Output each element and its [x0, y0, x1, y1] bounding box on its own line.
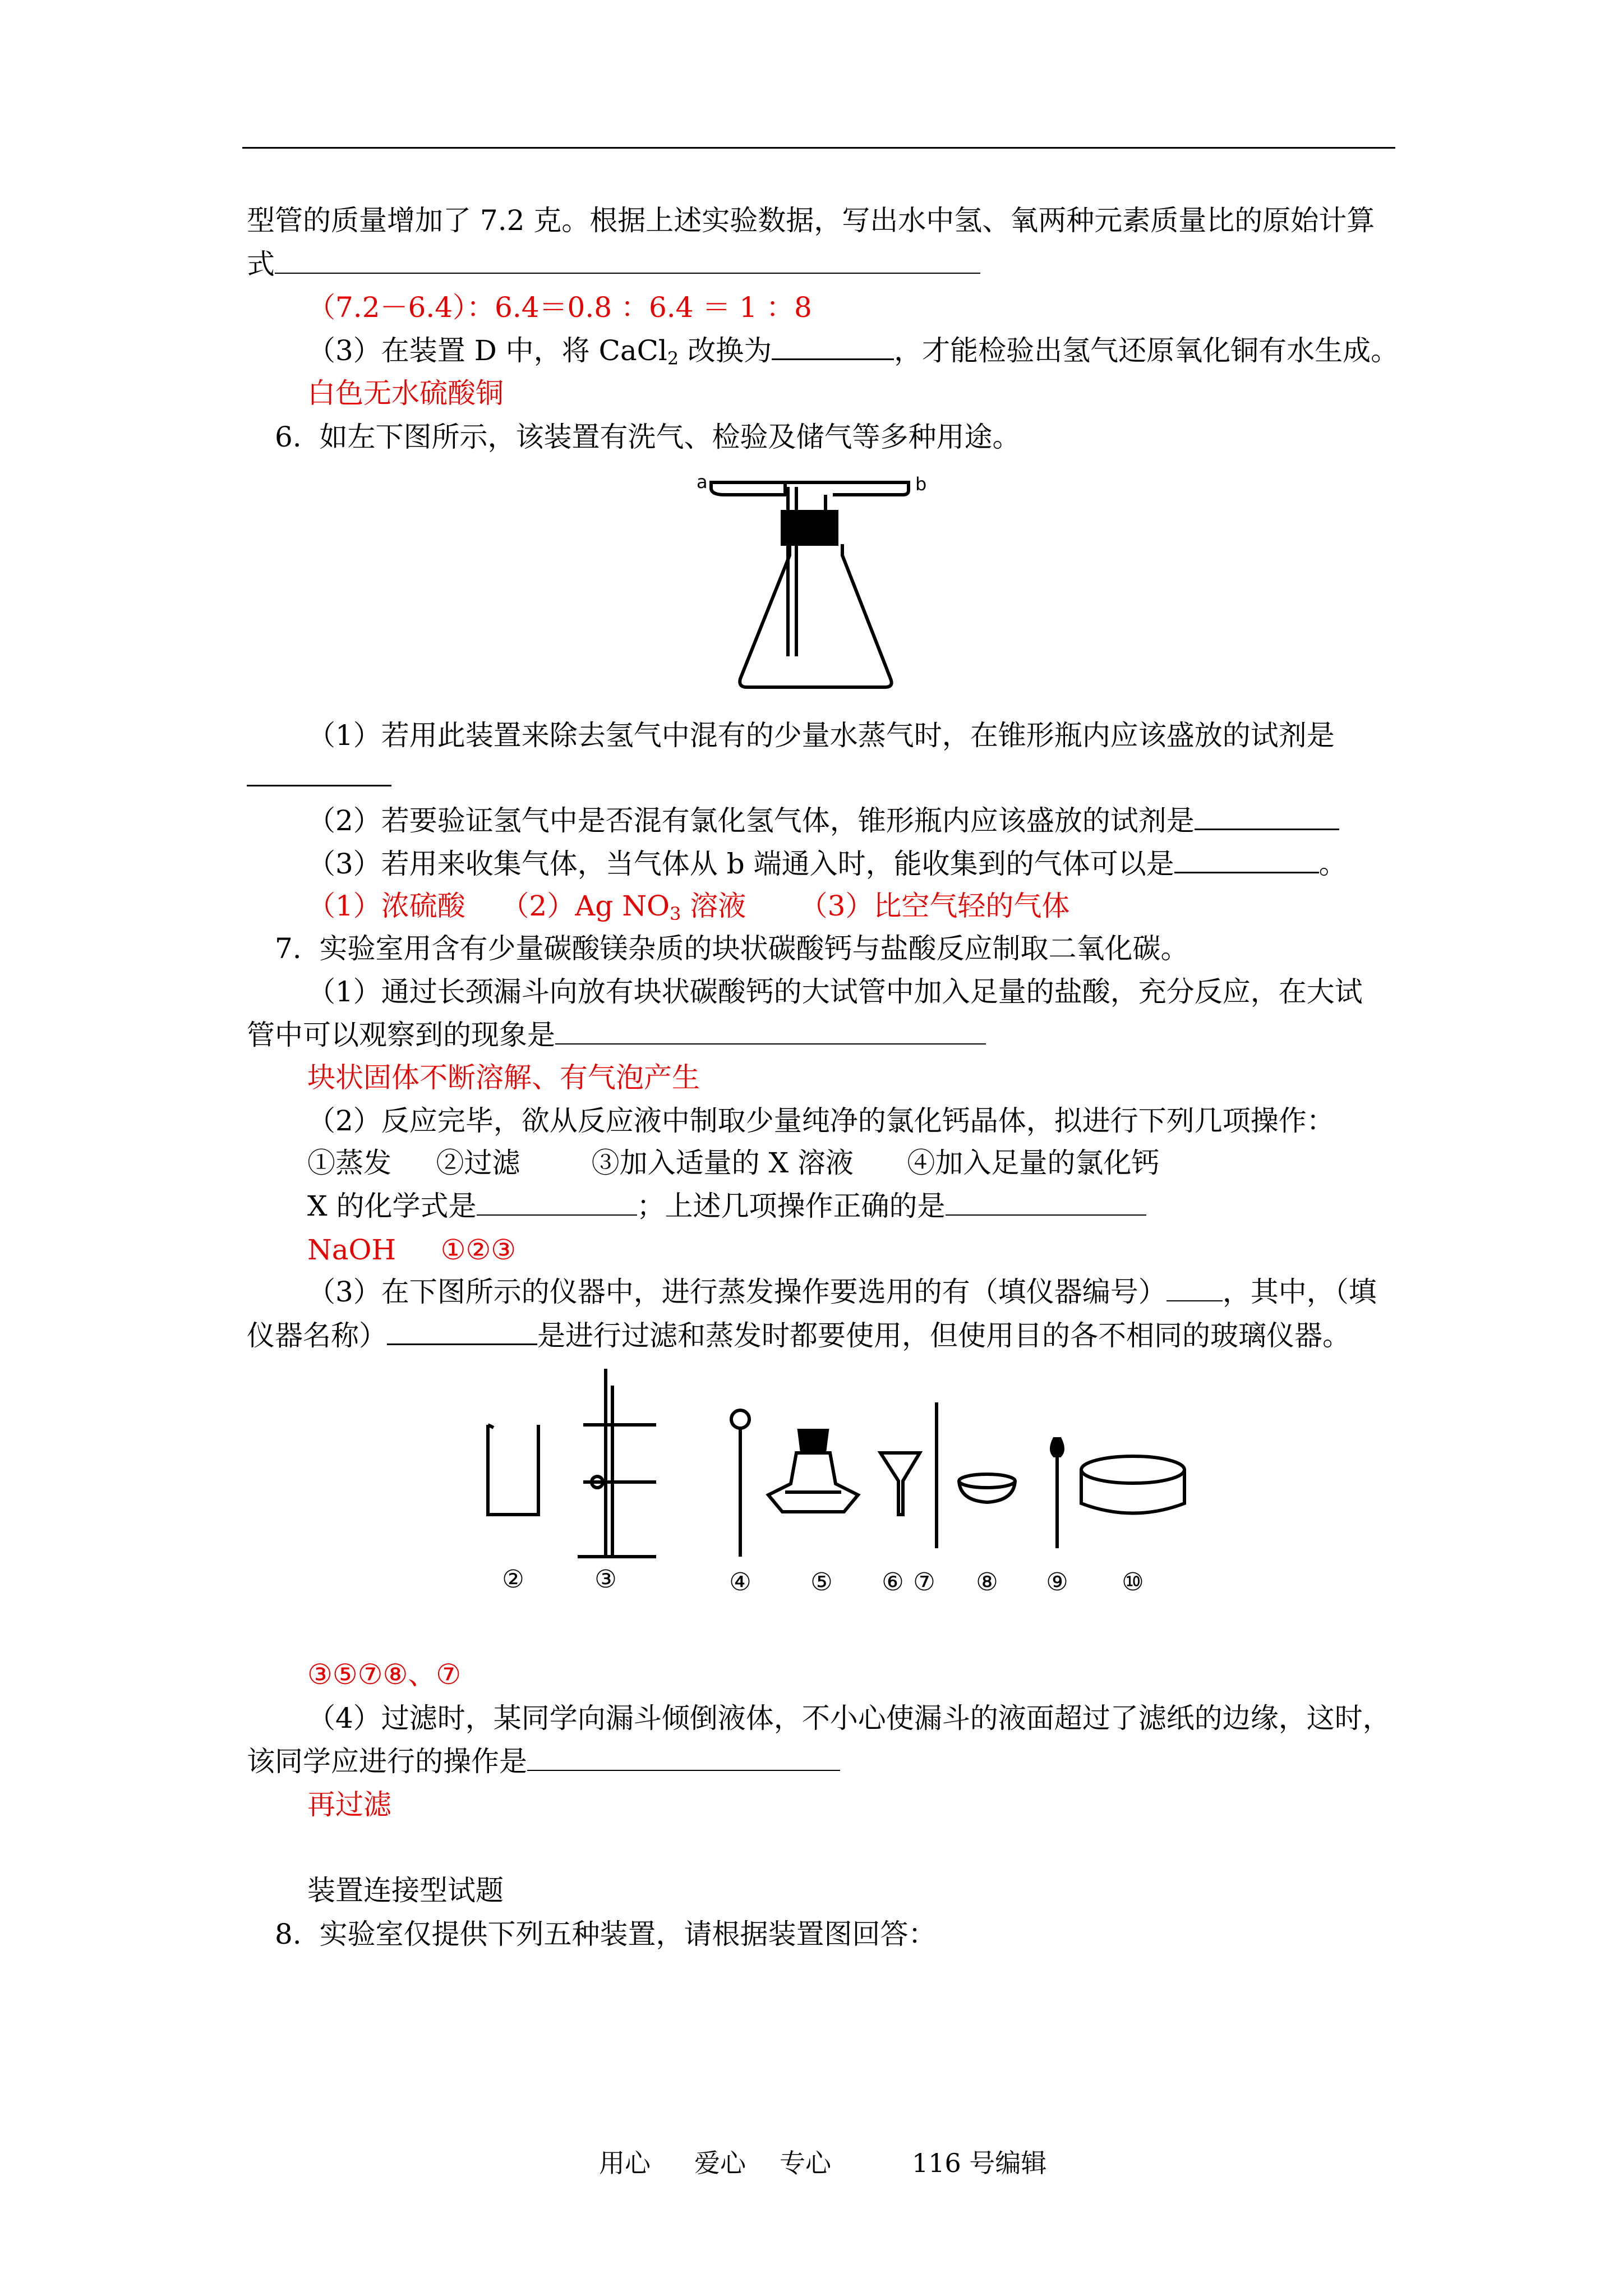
- answer-blank[interactable]: [946, 1188, 1146, 1216]
- evaporating-dish-icon: [959, 1474, 1015, 1502]
- question-line: 仪器名称） 是进行过滤和蒸发时都要使用，但使用目的各不相同的玻璃仪器。: [247, 1316, 1350, 1355]
- text-line: 型管的质量增加了 7.2 克。根据上述实验数据，写出水中氢、氧两种元素质量比的原始计算: [247, 204, 1375, 237]
- answer-text: 白色无水硫酸铜: [307, 377, 504, 409]
- iron-stand-icon: [578, 1369, 656, 1557]
- instrument-label: ③: [594, 1565, 617, 1594]
- footer-text: 116 号编辑: [912, 2148, 1047, 2178]
- instrument-label: ⑤: [810, 1568, 833, 1596]
- answer-blank[interactable]: [527, 1743, 840, 1771]
- funnel-icon: [880, 1453, 920, 1515]
- question-line: 管中可以观察到的现象是: [247, 1015, 986, 1055]
- question-line: （2）反应完毕，欲从反应液中制取少量纯净的氯化钙晶体，拟进行下列几项操作：: [307, 1105, 1335, 1137]
- question-title: 7. 实验室用含有少量碳酸镁杂质的块状碳酸钙与盐酸反应制取二氧化碳。: [275, 932, 1189, 965]
- answer-blank[interactable]: [275, 246, 980, 274]
- instruments-figure: [471, 1363, 1200, 1599]
- question-line: （2）若要验证氢气中是否混有氯化氢气体，锥形瓶内应该盛放的试剂是: [307, 801, 1339, 840]
- question-line: 该同学应进行的操作是: [247, 1742, 840, 1781]
- answer-text: 再过滤: [307, 1788, 391, 1821]
- question-line: （3）在下图所示的仪器中，进行蒸发操作要选用的有（填仪器编号） ，其中，（填: [307, 1272, 1377, 1312]
- answer-blank[interactable]: [772, 332, 894, 360]
- question-title: 6. 如左下图所示，该装置有洗气、检验及储气等多种用途。: [275, 421, 1021, 453]
- question-line: （1）若用此装置来除去氢气中混有的少量水蒸气时，在锥形瓶内应该盛放的试剂是: [307, 719, 1335, 752]
- answer-blank-line: [247, 757, 391, 797]
- question-line: X 的化学式是 ；上述几项操作正确的是: [307, 1186, 1146, 1226]
- pipette-icon: [731, 1410, 749, 1557]
- label-a: a: [697, 471, 708, 493]
- operation-options: ①蒸发 ②过滤 ③加入适量的 X 溶液 ④加入足量的氯化钙: [307, 1147, 1160, 1179]
- beaker-icon: [488, 1425, 538, 1515]
- answer-text: （7.2－6.4）：6.4＝0.8 ：6.4 ＝ 1 ：8: [307, 291, 812, 324]
- answer-blank[interactable]: [1195, 802, 1339, 830]
- alcohol-lamp-icon: [768, 1430, 858, 1512]
- question-title: 8. 实验室仅提供下列五种装置，请根据装置图回答：: [275, 1918, 937, 1950]
- answer-blank[interactable]: [1166, 1273, 1223, 1301]
- dropper-icon: [1052, 1439, 1063, 1548]
- footer-text: 用心: [599, 2148, 651, 2178]
- answer-blank[interactable]: [387, 1317, 537, 1345]
- instrument-label: ⑨: [1046, 1568, 1068, 1596]
- header-rule: [242, 147, 1395, 149]
- wash-bottle-figure: [695, 471, 931, 696]
- answer-blank[interactable]: [247, 758, 391, 786]
- question-line: （3）在装置 D 中，将 CaCl$_2$ 改换为 ，才能检验出氢气还原氧化铜有水生成。: [307, 331, 1399, 370]
- instrument-label: ⑧: [976, 1568, 998, 1596]
- answer-text: （1）浓硫酸 （2）Ag $NO_3$ 溶液 （3）比空气轻的气体: [307, 890, 1070, 924]
- instrument-label: ②: [502, 1565, 524, 1594]
- question-line: （4）过滤时，某同学向漏斗倾倒液体，不小心使漏斗的液面超过了滤纸的边缘，这时，: [307, 1702, 1391, 1734]
- footer-text: 专心: [780, 2148, 831, 2178]
- answer-text: NaOH ①②③: [307, 1234, 517, 1266]
- instrument-label: ④: [729, 1568, 751, 1596]
- answer-text: ③⑤⑦⑧、⑦: [307, 1658, 462, 1691]
- section-heading: 装置连接型试题: [307, 1874, 504, 1907]
- footer-text: 爱心: [694, 2148, 746, 2178]
- answer-blank[interactable]: [555, 1016, 986, 1045]
- label-b: b: [915, 473, 927, 495]
- text-line: 式: [247, 245, 980, 284]
- instrument-label: ⑥: [882, 1568, 904, 1596]
- instrument-label: ⑦: [913, 1568, 935, 1596]
- answer-text: 块状固体不断溶解、有气泡产生: [307, 1061, 700, 1094]
- instrument-label: ⑩: [1122, 1568, 1144, 1596]
- question-line: （3）若用来收集气体，当气体从 b 端通入时，能收集到的气体可以是 。: [307, 844, 1347, 884]
- question-line: （1）通过长颈漏斗向放有块状碳酸钙的大试管中加入足量的盐酸，充分反应，在大试: [307, 976, 1363, 1008]
- crystallizing-dish-icon: [1081, 1456, 1184, 1513]
- answer-blank[interactable]: [477, 1188, 637, 1216]
- answer-blank[interactable]: [1174, 845, 1319, 873]
